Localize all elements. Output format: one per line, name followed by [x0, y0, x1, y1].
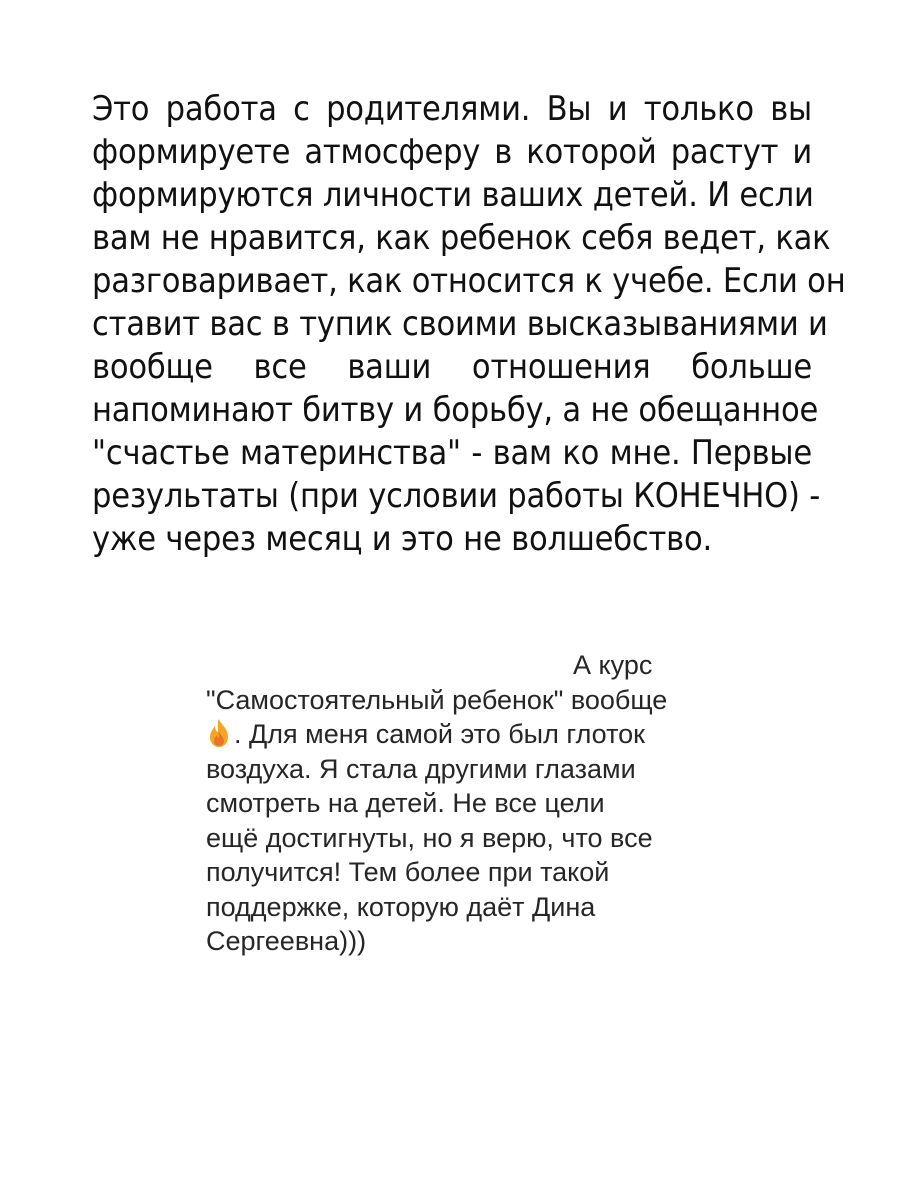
paragraph-line: вам не нравится, как ребенок себя ведет, как — [92, 218, 831, 258]
paragraph-line: напоминают битву и борьбу, а не обещанное — [92, 390, 819, 430]
fire-icon — [206, 718, 232, 748]
article-paragraph — [92, 88, 846, 561]
testimonial-line: смотреть на детей. Не все цели — [206, 788, 605, 818]
paragraph-line: ставит вас в тупик своими высказываниями и — [92, 304, 828, 344]
paragraph-line: вообще все ваши отношения больше — [92, 347, 812, 387]
paragraph-line: уже через месяц и это не волшебство. — [92, 519, 712, 559]
testimonial-line-with-icon — [206, 717, 726, 752]
testimonial-line: поддержке, которую даёт Дина — [206, 891, 596, 922]
testimonial-line: Сергеевна))) — [206, 926, 367, 956]
paragraph-line: формируются личности ваших детей. И если — [92, 175, 814, 215]
paragraph-line: разговаривает, как относится к учебе. Если он — [92, 261, 846, 301]
testimonial-line: ещё достигнуты, но я верю, что все — [206, 822, 653, 853]
testimonial-line: А курс — [573, 650, 653, 680]
paragraph-line: Это работа с родителями. Вы и только вы — [92, 89, 812, 129]
testimonial-quote — [206, 648, 726, 959]
paragraph-line: результаты (при условии работы КОНЕЧНО) - — [92, 476, 821, 516]
paragraph-line: формируете атмосферу в которой растут и — [92, 132, 812, 172]
testimonial-line: воздуха. Я стала другими глазами — [206, 753, 636, 784]
testimonial-line: "Самостоятельный ребенок" вообще — [206, 684, 668, 715]
paragraph-line: "счастье материнства" - вам ко мне. Первые — [92, 433, 812, 473]
testimonial-text: . Для меня самой это был глоток — [234, 719, 645, 749]
testimonial-line: получится! Тем более при такой — [206, 857, 610, 887]
